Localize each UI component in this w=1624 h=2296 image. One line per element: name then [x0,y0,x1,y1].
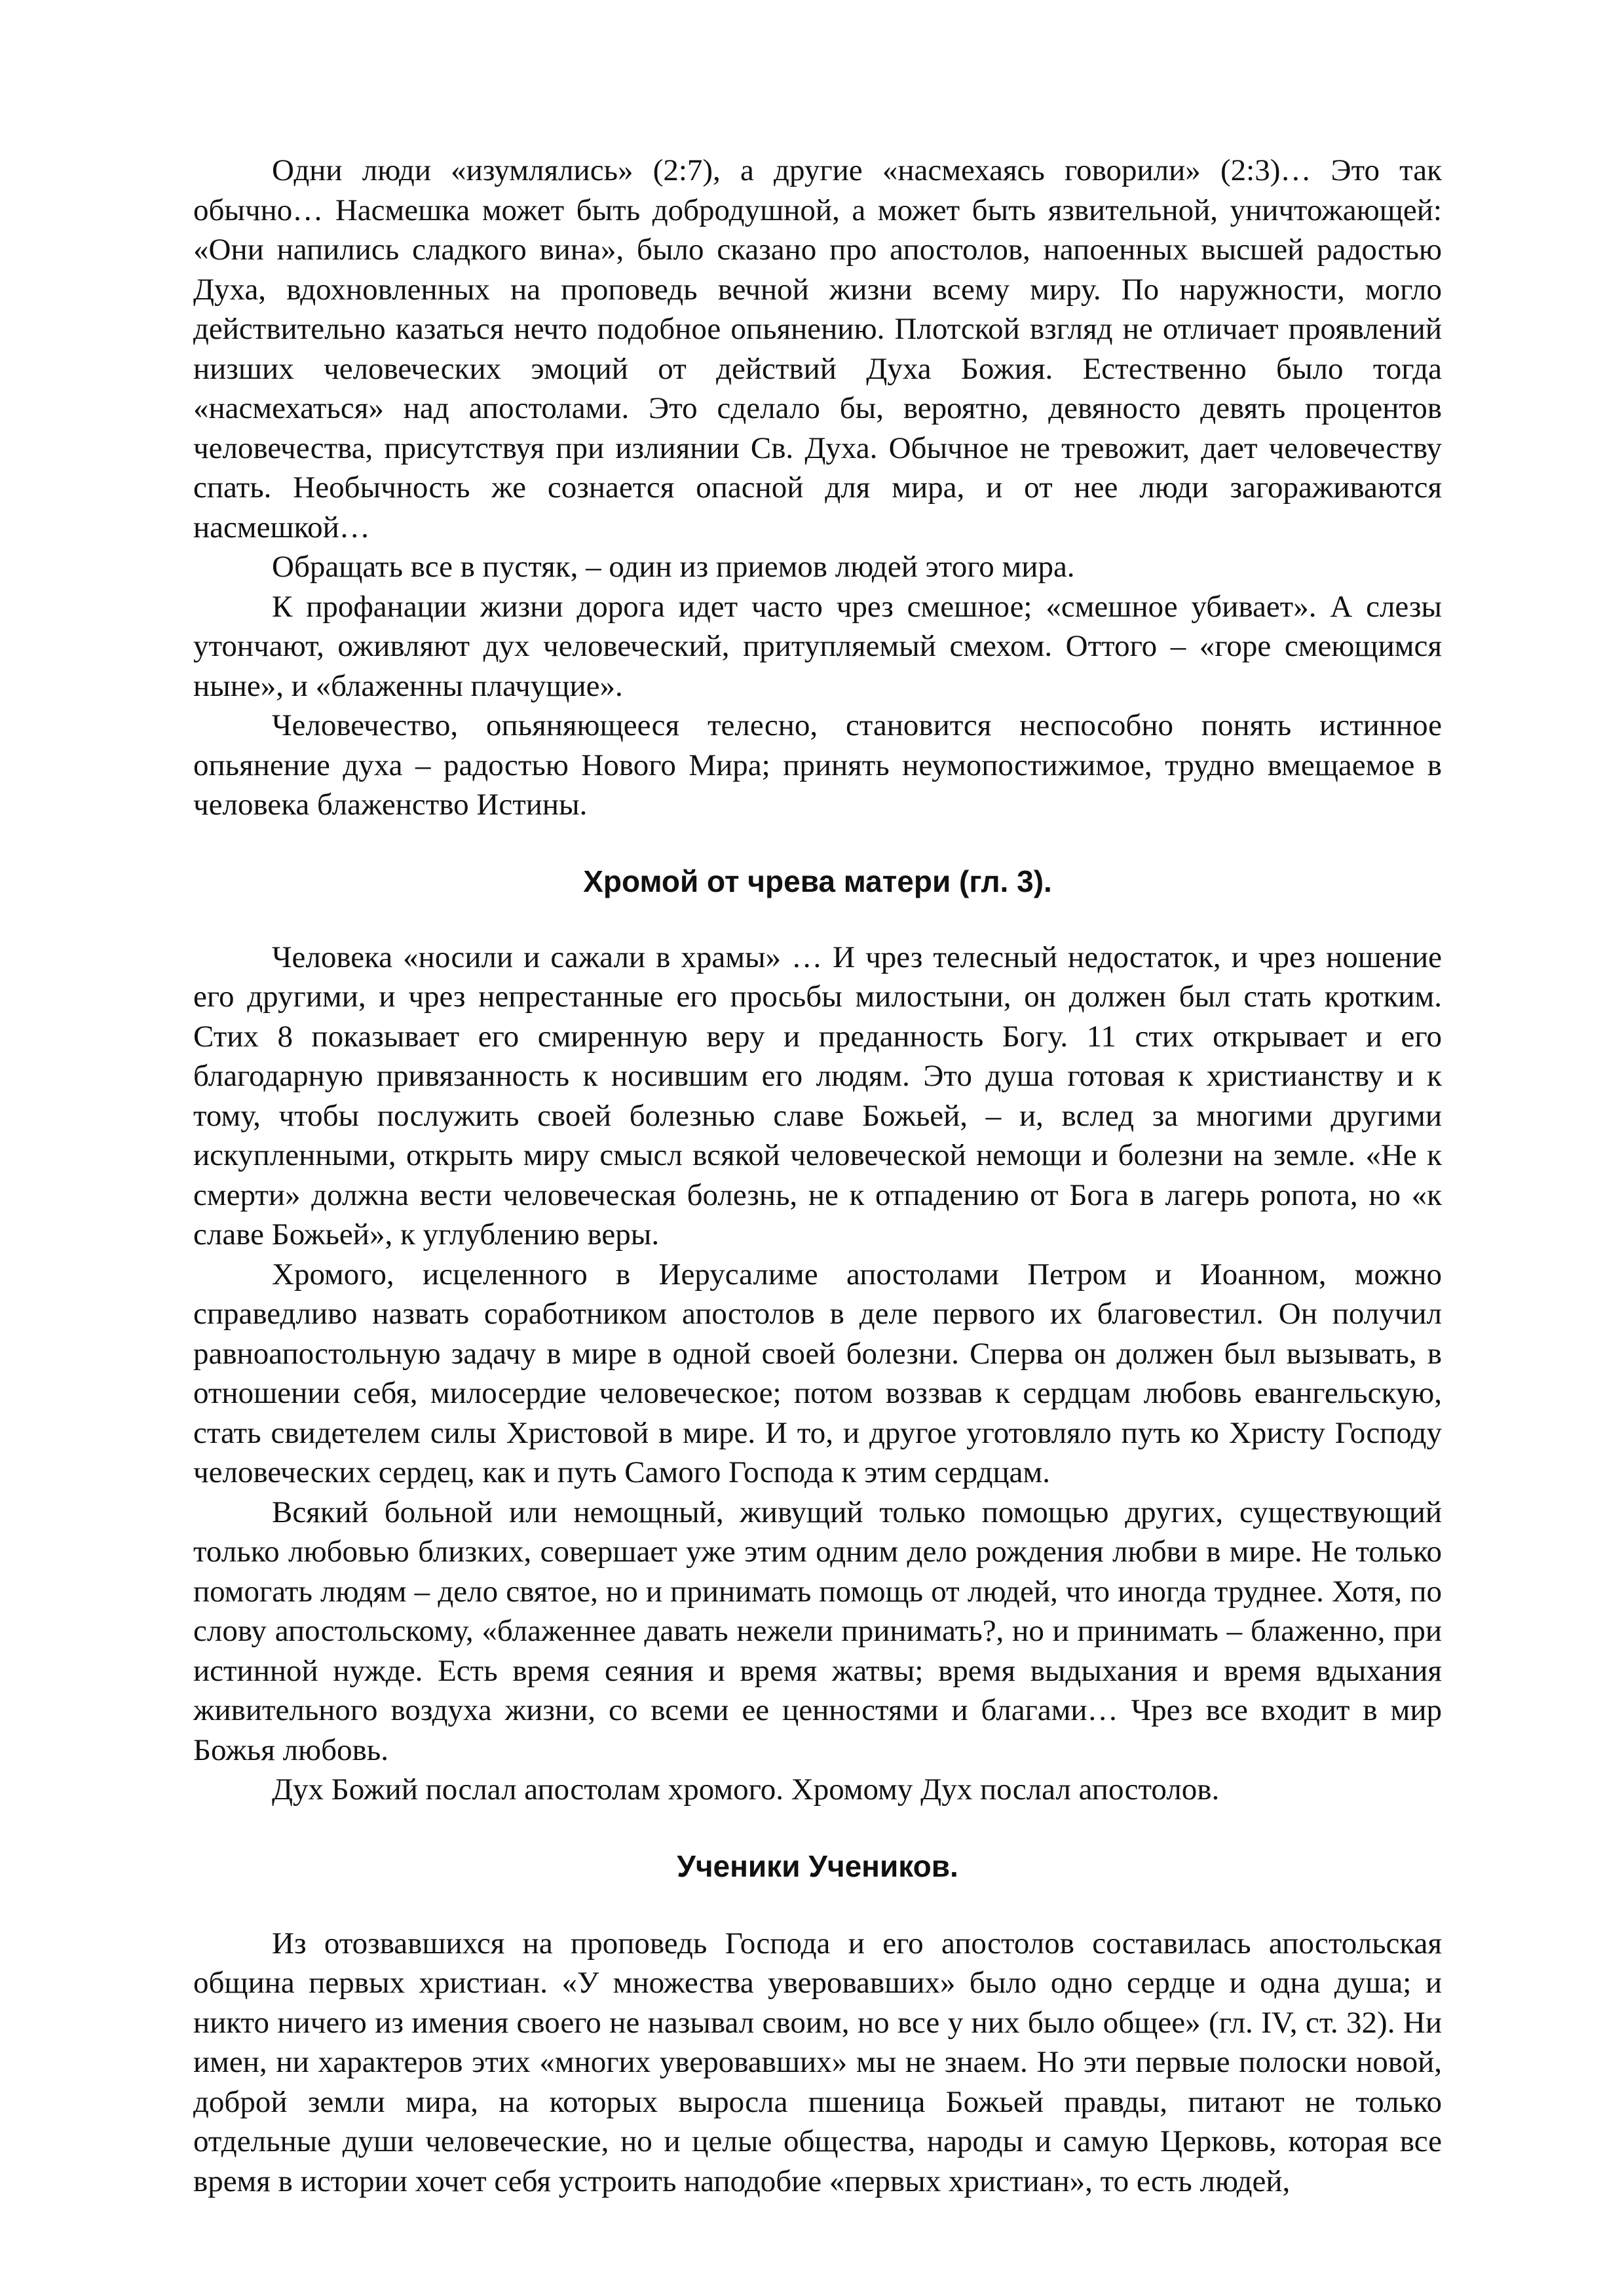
paragraph: К профанации жизни дорога идет часто чрез смешное; «смешное убивает». А слезы утончают, оживляют дух человеческий, притупляемый смехом. Оттого – «горе смеющимся ныне», и «блаженны плачущие». [193,589,1442,703]
section-heading-disciples: Ученики Учеников. [677,1848,958,1883]
paragraph: Всякий больной или немощный, живущий только помощью других, существующий только любовью близких, совершает уже этим одним дело рождения любви в мире. Не только помогать людям – дело святое, но и принимать помощь от людей, что иногда труднее. Хотя, по слову апостольскому, «блаженнее давать нежели принимать?, но и принимать – блаженно, при истинной нужде. Есть время сеяния и время жатвы; время выдыхания и время вдыхания живительного воздуха жизни, со всеми ее ценностями и благами… Чрез все входит в мир Божья любовь. [193,1495,1442,1767]
paragraph: Человека «носили и сажали в храмы» … И чрез телесный недостаток, и чрез ношение его другими, и чрез непрестанные его просьбы милостыни, он должен был стать кротким. Стих 8 показывает его смиренную веру и преданность Богу. 11 стих открывает и его благодарную привязанность к носившим его людям. Это душа готовая к христианству и к тому, чтобы послужить своей болезнью славе Божьей, – и, вслед за многими другими искупленными, открыть миру смысл всякой человеческой немощи и болезни на земле. «Не к смерти» должна вести человеческая болезнь, не к отпадению от Бога в лагерь ропота, но «к славе Божьей», к углублению веры. [193,940,1442,1252]
paragraph: Человечество, опьяняющееся телесно, становится неспособно понять истинное опьянение духа – радостью Нового Мира; принять неумопостижимое, трудно вмещаемое в человека блаженство Истины. [193,708,1442,822]
paragraph: Одни люди «изумлялись» (2:7), а другие «насмехаясь говорили» (2:3)… Это так обычно… Насмешка может быть добродушной, а может быть язвительной, уничтожающей: «Они напились сладкого вина», было сказано про апостолов, напоенных высшей радостью Духа, вдохновленных на проповедь вечной жизни всему миру. По наружности, могло действительно казаться нечто подобное опьянению. Плотской взгляд не отличает проявлений низших человеческих эмоций от действий Духа Божия. Естественно было тогда «насмехаться» над апостолами. Это сделало бы, вероятно, девяносто девять процентов человечества, присутствуя при излиянии Св. Духа. Обычное не тревожит, дает человечеству спать. Необычность же сознается опасной для мира, и от нее люди загораживаются насмешкой… [193,153,1442,545]
paragraph: Дух Божий послал апостолам хромого. Хромому Дух послал апостолов. [272,1772,1220,1807]
paragraph: Хромого, исцеленного в Иерусалиме апостолами Петром и Иоанном, можно справедливо назвать соработником апостолов в деле первого их благовестил. Он получил равноапостольную задачу в мире в одной своей болезни. Сперва он должен был вызывать, в отношении себя, милосердие человеческое; потом воззвав к сердцам любовь евангельскую, стать свидетелем силы Христовой в мире. И то, и другое уготовляло путь ко Христу Господу человеческих сердец, как и путь Самого Господа к этим сердцам. [193,1257,1442,1489]
paragraph: Из отозвавшихся на проповедь Господа и его апостолов составилась апостольская община первых христиан. «У множества уверовавших» было одно сердце и одна душа; и никто ничего из имения своего не называл своим, но все у них было общее» (гл. IV, ст. 32). Ни имен, ни характеров этих «многих уверовавших» мы не знаем. Но эти первые полоски новой, доброй земли мира, на которых выросла пшеница Божьей правды, питают не только отдельные души человеческие, но и целые общества, народы и самую Церковь, которая все время в истории хочет себя устроить наподобие «первых христиан», то есть людей, [193,1926,1442,2198]
section-disciples [193,1924,1442,2202]
section-intro [193,151,1442,825]
section-heading-lame-man: Хромой от чрева матери (гл. 3). [583,864,1052,898]
section-lame-man [193,938,1442,1810]
paragraph: Обращать все в пустяк, – один из приемов людей этого мира. [272,550,1075,584]
document-page [193,151,1442,2201]
